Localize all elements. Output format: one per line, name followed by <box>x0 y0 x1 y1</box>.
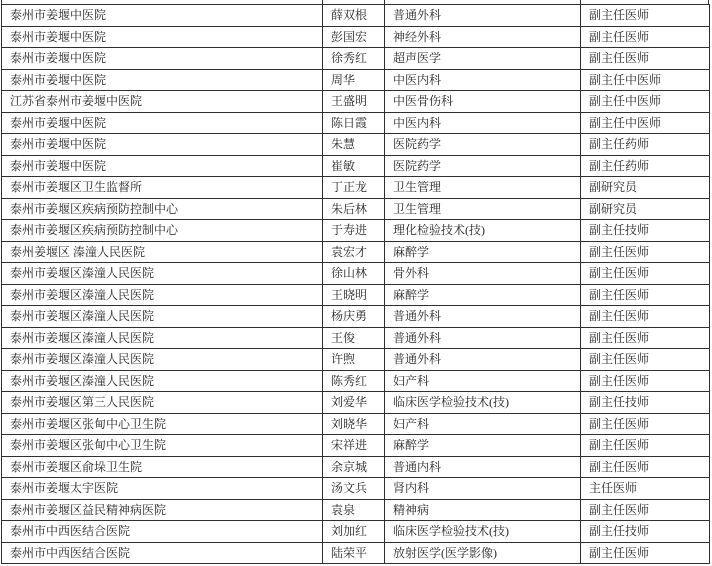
cell-specialty: 妇产科 <box>385 413 581 435</box>
cell-specialty: 超声医学 <box>385 48 581 70</box>
cell-institution: 泰州市姜堰区溱潼人民医院 <box>2 306 323 328</box>
cell-person-name: 王俊 <box>323 327 385 349</box>
cell-person-name: 余京城 <box>323 456 385 478</box>
cell-institution: 泰州市姜堰中医院 <box>2 26 323 48</box>
cell-professional-title: 副主任医师 <box>581 542 710 564</box>
cell-person-name: 薛双根 <box>323 5 385 27</box>
table-row <box>2 198 710 220</box>
cell-institution: 泰州市姜堰太宇医院 <box>2 478 323 500</box>
cell-professional-title: 副主任医师 <box>581 48 710 70</box>
cell-person-name: 彭国宏 <box>323 26 385 48</box>
table-wrap <box>1 0 710 564</box>
cell-professional-title: 副主任医师 <box>581 499 710 521</box>
cell-professional-title: 副主任中医师 <box>581 91 710 113</box>
cell-specialty: 医院药学 <box>385 134 581 156</box>
cell-institution: 泰州市姜堰区卫生监督所 <box>2 177 323 199</box>
cell-person-name: 宋祥进 <box>323 435 385 457</box>
table-row <box>2 499 710 521</box>
column-divider <box>708 0 709 4</box>
cell-specialty: 神经外科 <box>385 26 581 48</box>
cell-person-name: 陈秀红 <box>323 370 385 392</box>
cell-specialty: 普通内科 <box>385 456 581 478</box>
table-row <box>2 370 710 392</box>
table-row <box>2 284 710 306</box>
cell-specialty: 中医骨伤科 <box>385 91 581 113</box>
cell-specialty: 中医内科 <box>385 112 581 134</box>
table-row <box>2 112 710 134</box>
cell-professional-title: 副主任医师 <box>581 5 710 27</box>
cell-specialty: 骨外科 <box>385 263 581 285</box>
cell-specialty: 麻醉学 <box>385 241 581 263</box>
cell-specialty: 妇产科 <box>385 370 581 392</box>
cell-institution: 泰州市姜堰区溱潼人民医院 <box>2 370 323 392</box>
cell-person-name: 朱后林 <box>323 198 385 220</box>
table-row <box>2 134 710 156</box>
cell-professional-title: 副主任中医师 <box>581 112 710 134</box>
table-row <box>2 263 710 285</box>
cell-professional-title: 副主任医师 <box>581 306 710 328</box>
cell-professional-title: 副主任医师 <box>581 327 710 349</box>
cell-institution: 泰州市姜堰中医院 <box>2 48 323 70</box>
partial-row-above <box>1 0 709 4</box>
cell-person-name: 汤文兵 <box>323 478 385 500</box>
cell-professional-title: 副研究员 <box>581 177 710 199</box>
personnel-table <box>1 4 710 564</box>
cell-person-name: 袁泉 <box>323 499 385 521</box>
cell-person-name: 杨庆勇 <box>323 306 385 328</box>
cell-professional-title: 副主任医师 <box>581 456 710 478</box>
cell-person-name: 朱慧 <box>323 134 385 156</box>
cell-specialty: 普通外科 <box>385 349 581 371</box>
cell-specialty: 临床医学检验技术(技) <box>385 392 581 414</box>
cell-professional-title: 副主任医师 <box>581 413 710 435</box>
cell-person-name: 陆荣平 <box>323 542 385 564</box>
table-row <box>2 241 710 263</box>
cell-institution: 泰州市姜堰中医院 <box>2 112 323 134</box>
cell-person-name: 徐秀红 <box>323 48 385 70</box>
table-row <box>2 91 710 113</box>
cell-institution: 泰州市姜堰区疾病预防控制中心 <box>2 220 323 242</box>
cell-institution: 泰州市姜堰中医院 <box>2 69 323 91</box>
cell-specialty: 普通外科 <box>385 306 581 328</box>
column-divider <box>1 0 2 4</box>
cell-person-name: 徐山林 <box>323 263 385 285</box>
cell-institution: 泰州市姜堰区第三人民医院 <box>2 392 323 414</box>
table-row <box>2 413 710 435</box>
cell-specialty: 卫生管理 <box>385 198 581 220</box>
cell-institution: 泰州市中西医结合医院 <box>2 521 323 543</box>
cell-professional-title: 副主任医师 <box>581 370 710 392</box>
cell-professional-title: 副主任医师 <box>581 241 710 263</box>
cell-institution: 泰州市姜堰区溱潼人民医院 <box>2 284 323 306</box>
cell-professional-title: 副主任技师 <box>581 220 710 242</box>
table-row <box>2 26 710 48</box>
cell-professional-title: 副主任药师 <box>581 155 710 177</box>
cell-specialty: 中医内科 <box>385 69 581 91</box>
table-row <box>2 542 710 564</box>
cell-specialty: 普通外科 <box>385 5 581 27</box>
cell-specialty: 精神病 <box>385 499 581 521</box>
cell-institution: 泰州市姜堰中医院 <box>2 5 323 27</box>
cell-professional-title: 副主任中医师 <box>581 69 710 91</box>
cell-institution: 泰州市姜堰区张甸中心卫生院 <box>2 413 323 435</box>
cell-professional-title: 副主任药师 <box>581 134 710 156</box>
cell-institution: 泰州市姜堰区溱潼人民医院 <box>2 263 323 285</box>
cell-person-name: 陈日霞 <box>323 112 385 134</box>
cell-person-name: 丁正龙 <box>323 177 385 199</box>
cell-professional-title: 副主任医师 <box>581 26 710 48</box>
cell-specialty: 医院药学 <box>385 155 581 177</box>
cell-specialty: 普通外科 <box>385 327 581 349</box>
table-row <box>2 327 710 349</box>
cell-institution: 泰州市姜堰区溱潼人民医院 <box>2 327 323 349</box>
cell-specialty: 麻醉学 <box>385 284 581 306</box>
cell-institution: 泰州市中西医结合医院 <box>2 542 323 564</box>
table-row <box>2 5 710 27</box>
cell-professional-title: 副主任医师 <box>581 349 710 371</box>
cell-professional-title: 副研究员 <box>581 198 710 220</box>
cell-professional-title: 副主任医师 <box>581 435 710 457</box>
cell-specialty: 临床医学检验技术(技) <box>385 521 581 543</box>
cell-professional-title: 副主任医师 <box>581 263 710 285</box>
table-row <box>2 349 710 371</box>
cell-institution: 泰州市姜堰区益民精神病医院 <box>2 499 323 521</box>
cell-specialty: 放射医学(医学影像) <box>385 542 581 564</box>
cell-institution: 泰州市姜堰区俞垛卫生院 <box>2 456 323 478</box>
cell-specialty: 卫生管理 <box>385 177 581 199</box>
table-row <box>2 521 710 543</box>
cell-institution: 泰州市姜堰中医院 <box>2 155 323 177</box>
cell-specialty: 肾内科 <box>385 478 581 500</box>
cell-professional-title: 副主任技师 <box>581 392 710 414</box>
cell-professional-title: 主任医师 <box>581 478 710 500</box>
cell-person-name: 袁宏才 <box>323 241 385 263</box>
table-row <box>2 69 710 91</box>
cell-person-name: 刘晓华 <box>323 413 385 435</box>
table-row <box>2 456 710 478</box>
column-divider <box>384 0 385 4</box>
cell-specialty: 麻醉学 <box>385 435 581 457</box>
cell-specialty: 理化检验技术(技) <box>385 220 581 242</box>
cell-person-name: 周华 <box>323 69 385 91</box>
cell-person-name: 崔敏 <box>323 155 385 177</box>
cell-person-name: 刘加红 <box>323 521 385 543</box>
cell-institution: 泰州市姜堰区溱潼人民医院 <box>2 349 323 371</box>
table-row <box>2 220 710 242</box>
cell-person-name: 王盛明 <box>323 91 385 113</box>
table-row <box>2 155 710 177</box>
column-divider <box>580 0 581 4</box>
cell-person-name: 王晓明 <box>323 284 385 306</box>
cell-person-name: 于寿进 <box>323 220 385 242</box>
table-row <box>2 306 710 328</box>
cell-person-name: 许煦 <box>323 349 385 371</box>
cell-institution: 泰州市姜堰中医院 <box>2 134 323 156</box>
table-row <box>2 478 710 500</box>
cell-professional-title: 副主任医师 <box>581 284 710 306</box>
column-divider <box>322 0 323 4</box>
table-row <box>2 48 710 70</box>
table-row <box>2 177 710 199</box>
cell-institution: 泰州姜堰区 溱潼人民医院 <box>2 241 323 263</box>
cell-institution: 泰州市姜堰区张甸中心卫生院 <box>2 435 323 457</box>
cell-person-name: 刘爱华 <box>323 392 385 414</box>
cell-professional-title: 副主任技师 <box>581 521 710 543</box>
cell-institution: 江苏省泰州市姜堰中医院 <box>2 91 323 113</box>
cell-institution: 泰州市姜堰区疾病预防控制中心 <box>2 198 323 220</box>
table-row <box>2 435 710 457</box>
table-row <box>2 392 710 414</box>
